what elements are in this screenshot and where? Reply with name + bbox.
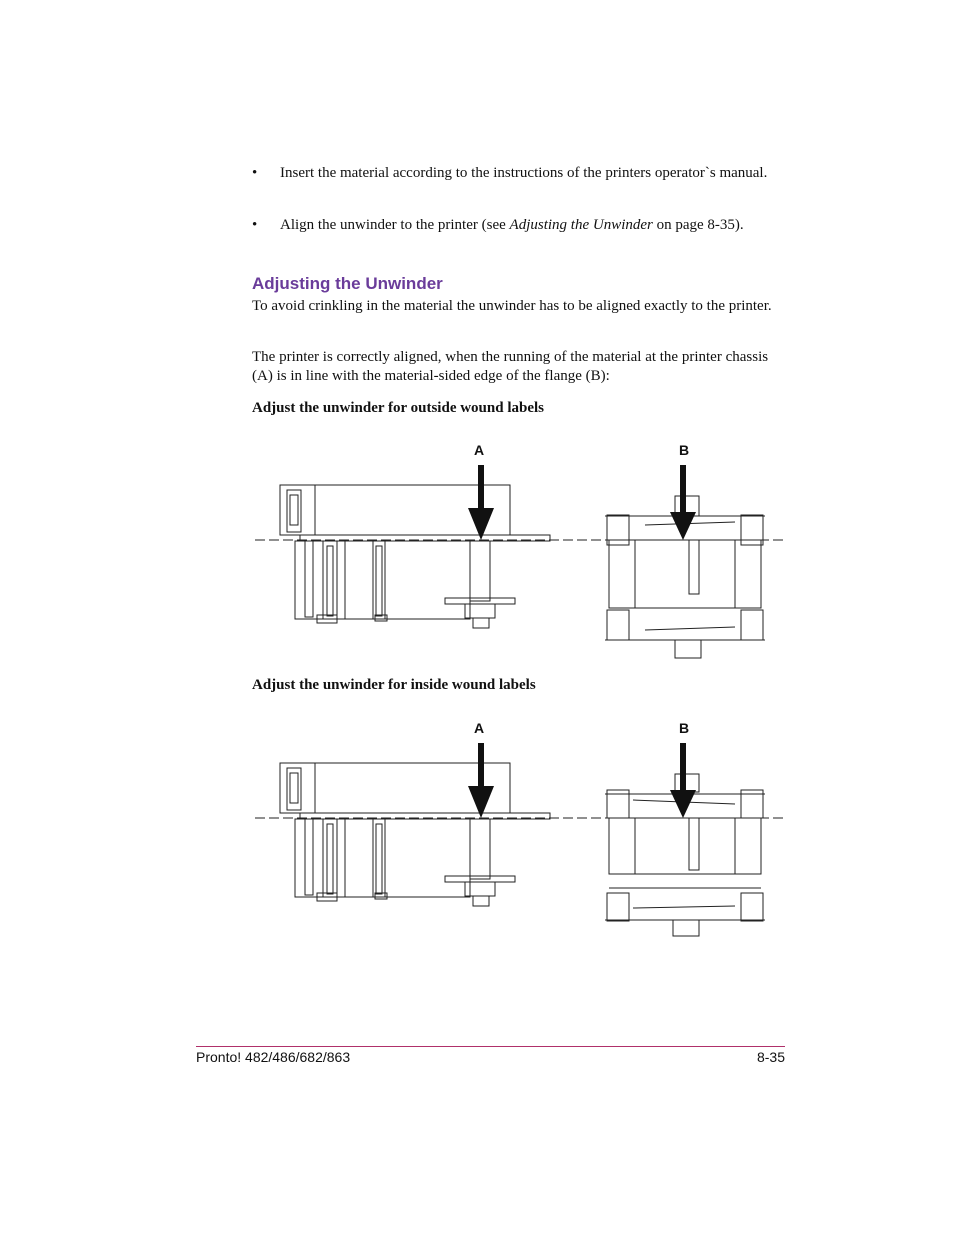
unwinder-roll (609, 540, 761, 608)
paragraph: To avoid crinkling in the material the unwinder has to be aligned exactly to the printer. (252, 298, 772, 314)
section-heading: Adjusting the Unwinder (252, 274, 443, 293)
bullet-text-start: Align the unwinder to the printer (see (280, 217, 510, 233)
unwinder-spindle (470, 819, 490, 879)
label-b: B (679, 442, 690, 458)
label-b: B (679, 720, 690, 736)
paragraph: The printer is correctly aligned, when the running of the material at the printer chassis (A) is in line with the material-sided edge of the flange (B): (252, 349, 769, 384)
label-a: A (474, 442, 485, 458)
bullet-symbol: • (252, 217, 258, 233)
unwinder-roll (609, 818, 761, 874)
footer-rule (196, 1046, 785, 1047)
unwinder-diagram-inside (255, 738, 785, 938)
figure-caption: Adjust the unwinder for outside wound labels (252, 400, 545, 416)
bullet-symbol: • (252, 165, 258, 181)
bullet-text-end: on page 8-35). (652, 217, 744, 233)
unwinder-diagram-outside (255, 460, 785, 660)
bullet-text: Insert the material according to the instructions of the printers operator`s manual. (280, 165, 768, 181)
unwinder-spindle (470, 541, 490, 601)
label-a: A (474, 720, 485, 736)
footer-title: Pronto! 482/486/682/863 (196, 1049, 351, 1065)
cross-reference: Adjusting the Unwinder (509, 217, 653, 233)
figure-caption: Adjust the unwinder for inside wound labels (252, 677, 536, 693)
bullet-item (252, 164, 792, 183)
page-number: 8-35 (756, 1049, 785, 1065)
bullet-text (280, 216, 792, 235)
bullet-item (252, 216, 792, 235)
